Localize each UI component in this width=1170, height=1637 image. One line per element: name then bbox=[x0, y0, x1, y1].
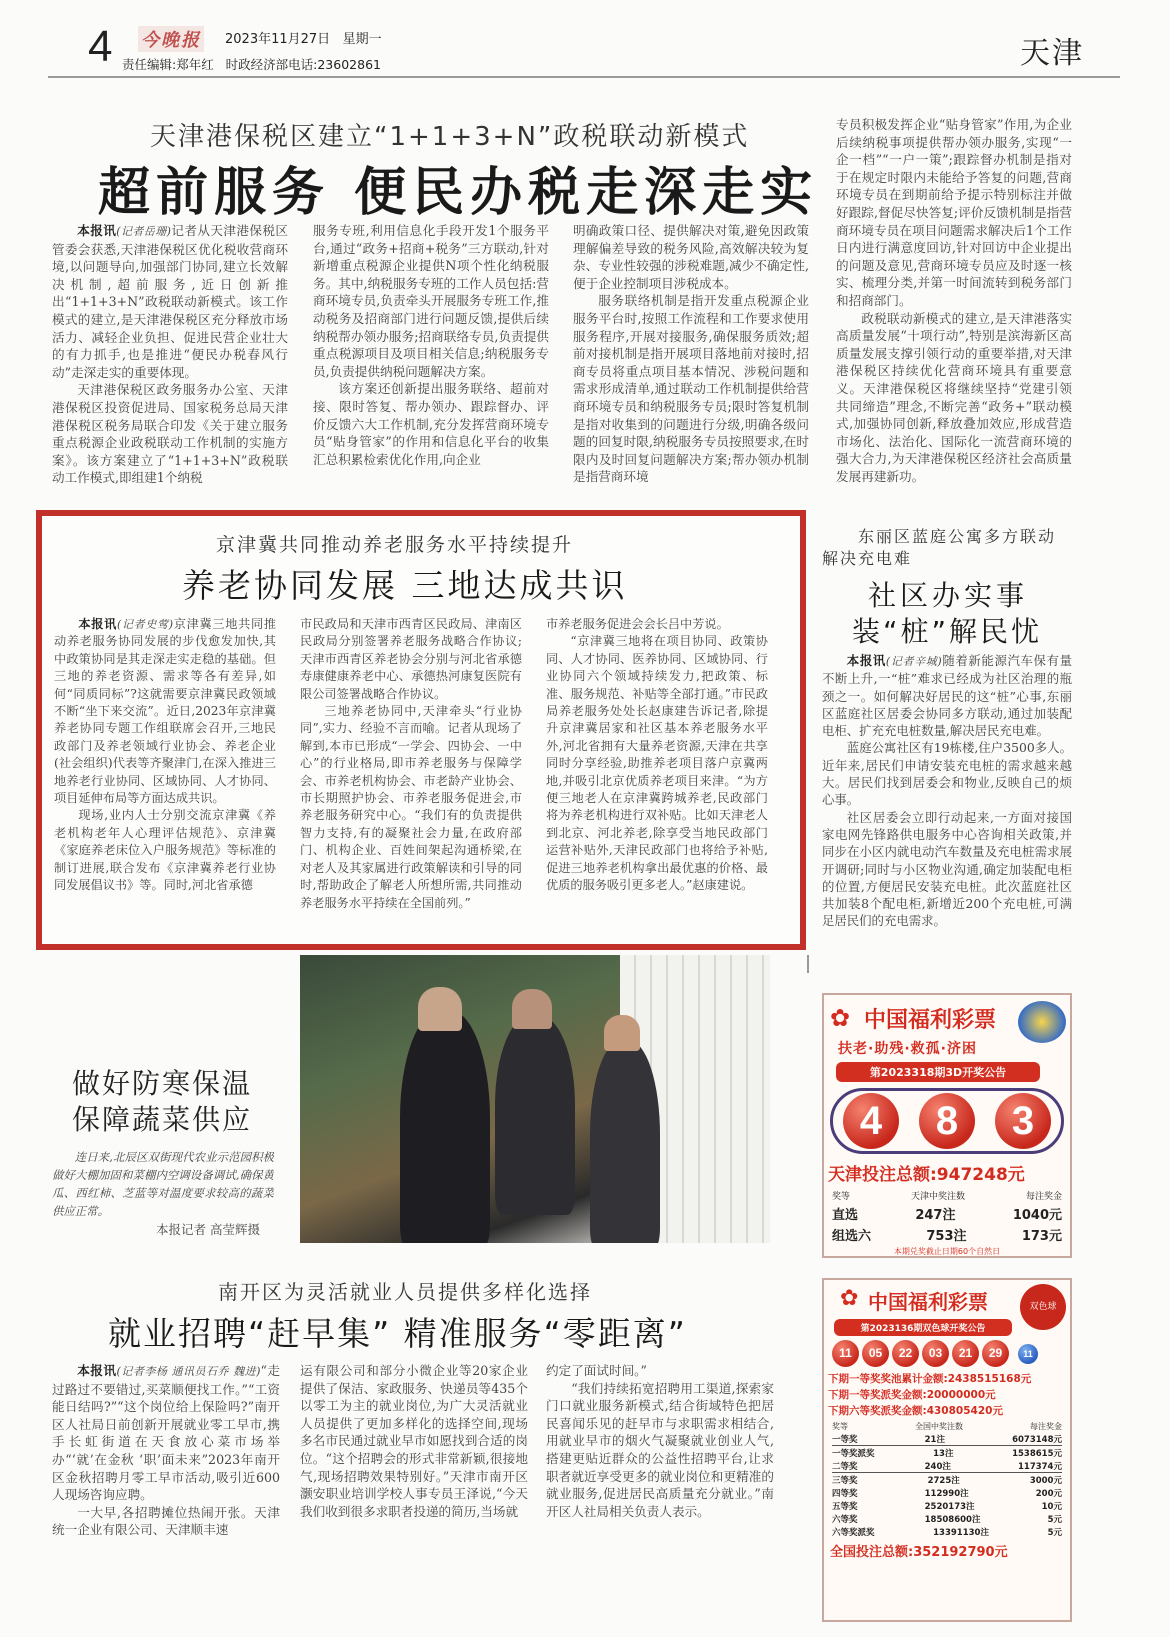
article1-para: 天津港保税区政务服务办公室、天津港保税区投资促进局、国家税务总局天津港保税区税务局联合印发《关于建立服务重点税源企业政税联动工作机制的实施方案》。该方案建立了“1+1+3+N”政税联动工作模式,即组建1个纳税 bbox=[52, 382, 288, 486]
column-divider bbox=[807, 955, 809, 973]
photo-credit: 本报记者 高莹辉摄 bbox=[156, 1222, 260, 1237]
table-cell: 13注 bbox=[933, 1449, 954, 1459]
photo-story-headline-line: 做好防寒保温 bbox=[72, 1067, 253, 1100]
table-cell: 6073148元 bbox=[1012, 1435, 1062, 1445]
section-name: 天津 bbox=[1020, 36, 1084, 71]
table-header-cell: 天津中奖注数 bbox=[910, 1192, 965, 1202]
article3-para: 随着新能源汽车保有量不断上升,一“桩”难求已经成为社区治理的瓶颈之一。如何解决好居民的这“桩”心事,东丽区蓝庭社区居委会协同多方联动,通过加装配电柜、扩充充电桩数量,解决居民充电难。 bbox=[822, 653, 1072, 739]
lottery-table-row bbox=[832, 1433, 1062, 1446]
lottery-table-row bbox=[832, 1513, 1062, 1525]
article3-headline-2: 装“桩”解民忧 bbox=[852, 615, 1043, 648]
table-header-cell: 每注奖金 bbox=[1030, 1422, 1062, 1431]
table-cell: 六等奖 bbox=[832, 1515, 858, 1525]
article3-kicker: 东丽区蓝庭公寓多方联动 bbox=[858, 527, 1057, 546]
table-cell: 六等奖派奖 bbox=[832, 1528, 875, 1538]
photo-caption bbox=[52, 1148, 274, 1218]
article3-headline: 社区办实事 bbox=[868, 579, 1029, 612]
article2-headline: 养老协同发展 三地达成共识 bbox=[182, 566, 628, 605]
article4-lead: 本报讯 bbox=[77, 1363, 117, 1378]
lottery-table-row bbox=[832, 1204, 1062, 1223]
lottery-table-row bbox=[832, 1526, 1062, 1538]
table-cell: 247注 bbox=[915, 1208, 956, 1223]
article4-para: “我们持续拓宽招聘用工渠道,探索家门口就业服务新模式,结合街域特色把居民喜闻乐见的赶早市与求职需求相结合,用就业早市的烟火气凝聚就业创业人气,搭建更贴近群众的公益性招聘平台,让求职者就近享受更多的就业岗位和更精准的就业服务,促进居民高质量充分就业。”南开区人社局相关负责人表示。 bbox=[546, 1380, 774, 1519]
photo-person-head bbox=[512, 989, 552, 1029]
lottery-logo-icon: ✿ bbox=[840, 1286, 859, 1311]
article3-para: 社区居委会立即行动起来,一方面对接国家电网先锋路供电服务中心咨询相关政策,并同步在小区内就电动汽车数量及充电桩需求展开调研;同时与小区物业沟通,确定加装配电柜的位置,方便居民安装充电桩。此次蓝庭社区共加装8个配电柜,新增近200个充电桩,可满足居民们的充电需求。 bbox=[822, 809, 1072, 929]
editor-line bbox=[122, 55, 381, 73]
lottery-table-row bbox=[832, 1225, 1062, 1244]
photo-story-headline-line: 保障蔬菜供应 bbox=[72, 1103, 253, 1136]
table-cell: 112990注 bbox=[924, 1489, 969, 1499]
lottery-ball: 8 bbox=[919, 1093, 975, 1149]
article2-para: 市养老服务促进会会长吕中芳说。 bbox=[546, 617, 729, 631]
article2-para: 京津冀三地共同推动养老服务协同发展的步伐愈发加快,其中政策协同是其走深走实走稳的基础。但三地的养老资源、需求等各有差异,如何“同质同标”?这就需要京津冀民政领域不断“坐下来交流”。近日,2023年京津冀养老协同专题工作组联席会召开,三地民政部门及养老领域行业协会、养老企业(社会组织)代表等齐聚津门,在深入推进三地养老行业协同、区域协同、人才协同、项目延伸布局等方面达成共识。 bbox=[54, 617, 276, 806]
table-cell: 753注 bbox=[926, 1229, 967, 1244]
table-cell: 2520173注 bbox=[924, 1502, 975, 1512]
red-ball: 29 bbox=[982, 1340, 1009, 1367]
article1-lead: 本报讯 bbox=[77, 223, 117, 238]
lottery-table-row bbox=[832, 1500, 1062, 1512]
article3-kicker-2: 解决充电难 bbox=[822, 549, 913, 568]
photo-person bbox=[400, 1010, 490, 1243]
article4-column-2 bbox=[300, 1362, 528, 1594]
article2-lead: 本报讯 bbox=[78, 617, 118, 631]
lottery-badge: 双色球 bbox=[1020, 1284, 1066, 1330]
article4-byline: (记者李杨 通讯员石乔 魏进) bbox=[116, 1365, 261, 1378]
table-cell: 10元 bbox=[1041, 1502, 1062, 1512]
table-cell: 5元 bbox=[1047, 1528, 1062, 1538]
table-cell: 1040元 bbox=[1012, 1208, 1062, 1223]
photo-caption-text: 连日来,北辰区双街现代农业示范园积极做好大棚加固和菜棚内空调设备调试,确保黄瓜、西红柿、芝蓝等对温度要求较高的蔬菜供应正常。 bbox=[52, 1150, 274, 1218]
table-cell: 三等奖 bbox=[832, 1476, 858, 1486]
table-header-cell: 奖等 bbox=[832, 1422, 848, 1431]
article1-column-1 bbox=[52, 222, 288, 494]
red-ball: 21 bbox=[952, 1340, 979, 1367]
issue-weekday: 星期一 bbox=[342, 32, 382, 47]
newspaper-logo: 今晚报 bbox=[138, 26, 204, 52]
lottery-footer: 本期兑奖截止日期60个自然日 bbox=[893, 1247, 1001, 1256]
table-cell: 240注 bbox=[924, 1462, 951, 1472]
table-cell: 直选 bbox=[832, 1208, 859, 1223]
table-cell: 18508600注 bbox=[924, 1515, 981, 1525]
lottery-table-row bbox=[832, 1460, 1062, 1473]
article3-byline: (记者辛城) bbox=[885, 655, 942, 668]
article2-kicker: 京津冀共同推动养老服务水平持续提升 bbox=[216, 534, 574, 556]
article4-para: 运有限公司和部分小微企业等20家企业提供了保洁、家政服务、快递员等435个以零工为主的就业岗位,为广大灵活就业人员提供了更加多样化的选择空间,现场多名市民通过就业早市如愿找到合适的岗位。“这个招聘会的形式非常新颖,很接地气,现场招聘效果特别好。”天津市南开区灏安职业培训学校人事专员王泽说,“今天我们收到很多求职者投递的简历,当场就 bbox=[300, 1363, 528, 1519]
masthead-divider bbox=[48, 76, 1120, 78]
lottery-brand: 中国福利彩票 bbox=[868, 1290, 988, 1314]
article3-para: 蓝庭公寓社区有19栋楼,住户3500多人。近年来,居民们申请安装充电桩的需求越来越大。居民们找到居委会和物业,反映自己的烦心事。 bbox=[822, 740, 1072, 808]
photo-story-headline bbox=[72, 1066, 252, 1138]
lottery-brand: 中国福利彩票 bbox=[864, 1008, 997, 1033]
department-phone: 时政经济部电话:23602861 bbox=[225, 57, 381, 72]
article1-para: 政税联动新模式的建立,是天津港落实高质量发展“十项行动”,特别是滨海新区高质量发展支撑引领行动的重要举措,对天津港保税区持续优化营商环境具有重要意义。天津港保税区将继续坚持“党建引领 共同缔造”理念,不断完善“政务+”联动模式,加强协同创新,释放叠加效应,形成营造市场化、法治化、国际化一流营商环境的强大合力,为天津港保税区经济社会高质量发展再建新功。 bbox=[836, 310, 1072, 484]
table-cell: 一等奖派奖 bbox=[832, 1449, 875, 1459]
table-header-cell: 全国中奖注数 bbox=[915, 1422, 963, 1431]
article2-column-1 bbox=[54, 616, 276, 938]
red-ball: 03 bbox=[922, 1340, 949, 1367]
dateline bbox=[225, 28, 382, 47]
article2-byline: (记者史莺) bbox=[117, 618, 174, 631]
lottery-ball-row bbox=[832, 1340, 1070, 1367]
article1-kicker: 天津港保税区建立“1+1+3+N”政税联动新模式 bbox=[150, 122, 750, 152]
table-cell: 2725注 bbox=[927, 1476, 960, 1486]
photo-person-head bbox=[418, 987, 462, 1031]
table-cell: 3000元 bbox=[1029, 1476, 1062, 1486]
lottery-jackpot-line: 下期六等奖派奖金额:430805420元 bbox=[828, 1405, 1003, 1417]
blue-ball: 11 bbox=[1018, 1344, 1038, 1364]
photo-person bbox=[590, 1040, 660, 1243]
table-cell: 173元 bbox=[1021, 1229, 1062, 1244]
table-cell: 200元 bbox=[1035, 1489, 1062, 1499]
article2-para: 市民政局和天津市西青区民政局、津南区民政局分别签署养老服务战略合作协议;天津市西青区养老协会分别与河北省承德寿康健康养老中心、承德热河康复医院有限公司签署战略合作协议。 bbox=[300, 617, 522, 701]
lottery-table-header bbox=[832, 1189, 1062, 1202]
photo-person-head bbox=[604, 1015, 640, 1051]
article2-column-2 bbox=[300, 616, 522, 938]
lottery-ball: 4 bbox=[843, 1093, 899, 1149]
article2-para: “京津冀三地将在项目协同、政策协同、人才协同、医养协同、区域协同、行业协同六个领域持续发力,把政策、标准、服务规范、补贴等全部打通。”市民政局养老服务处处长赵康建告诉记者,除提升京津冀居家和社区基本养老服务水平外,河北省拥有大量养老资源,天津在共享同时分享经验,助推养老项目落户京冀两地,并吸引北京优质养老项目来津。“为方便三地老人在京津冀跨城养老,民政部门将为养老机构进行双补贴。比如天津老人到北京、河北养老,除享受当地民政部门运营补贴外,天津民政部门也将给予补贴,促进三地养老机构拿出最优惠的价格、最优质的服务吸引更多老人。”赵康建说。 bbox=[546, 634, 768, 893]
article2-para: 现场,业内人士分别交流京津冀《养老机构老年人心理评估规范》、京津冀《家庭养老床位入户服务规范》等标准的制订进展,联合发布《京津冀养老行业协同发展倡议书》等。同时,河北省承德 bbox=[54, 808, 276, 893]
mascot-icon bbox=[1018, 1001, 1066, 1043]
lottery-3d-ad bbox=[822, 993, 1072, 1258]
lottery-table-header bbox=[832, 1421, 1062, 1432]
table-cell: 二等奖 bbox=[832, 1462, 858, 1472]
table-cell: 组选六 bbox=[832, 1229, 872, 1244]
article1-byline: (记者岳珊) bbox=[116, 225, 171, 238]
editor-name: 责任编辑:郑年红 bbox=[122, 57, 214, 72]
table-cell: 5元 bbox=[1047, 1515, 1062, 1525]
issue-date: 2023年11月27日 bbox=[225, 32, 331, 47]
lottery-jackpot-line: 下期一等奖派奖金额:20000000元 bbox=[828, 1389, 996, 1401]
article4-headline: 就业招聘“赶早集” 精准服务“零距离” bbox=[108, 1314, 687, 1353]
page-number: 4 bbox=[88, 22, 113, 71]
article4-para: “走过路过不要错过,买菜顺便找工作。”“工资能日结吗?”“这个岗位给上保险吗?”南开区人社局日前创新开展就业零工早市,携手长虹街道在天食放心菜市场举办“‘就’在金秋 ‘职’面未来”2023年南开区金秋招聘月零工早市活动,吸引近600人现场咨询应聘。 bbox=[52, 1363, 280, 1503]
lottery-issue-bar: 第2023136期双色球开奖公告 bbox=[834, 1319, 1012, 1336]
red-ball: 22 bbox=[892, 1340, 919, 1367]
lottery-number-panel bbox=[830, 1088, 1064, 1154]
lottery-table-row bbox=[832, 1474, 1062, 1486]
red-ball: 11 bbox=[832, 1340, 859, 1367]
lottery-total-sales: 天津投注总额:947248元 bbox=[828, 1165, 1025, 1185]
article4-kicker: 南开区为灵活就业人员提供多样化选择 bbox=[218, 1280, 592, 1304]
greenhouse-photo bbox=[300, 955, 770, 1243]
lottery-slogan: 扶老·助残·救孤·济困 bbox=[838, 1041, 977, 1057]
table-cell: 13391130注 bbox=[933, 1528, 989, 1538]
lottery-ssq-ad bbox=[822, 1278, 1072, 1622]
article4-para: 一大早,各招聘摊位热闹开张。天津统一企业有限公司、天津顺丰速 bbox=[52, 1504, 280, 1538]
table-header-cell: 每注奖金 bbox=[1025, 1192, 1062, 1202]
table-cell: 117374元 bbox=[1017, 1462, 1062, 1472]
lottery-logo-icon: ✿ bbox=[830, 1004, 851, 1032]
article4-para: 约定了面试时间。” bbox=[546, 1363, 647, 1378]
article1-column-3 bbox=[573, 222, 809, 494]
table-header-cell: 奖等 bbox=[832, 1192, 851, 1202]
article4-column-3 bbox=[546, 1362, 774, 1594]
lottery-table-row bbox=[832, 1447, 1062, 1459]
article1-para: 专员积极发挥企业“贴身管家”作用,为企业后续纳税事项提供帮办领办服务,实现“一企一档”“一户一策”;跟踪督办机制是指对于在规定时限内未能给予答复的问题,营商环境专员在到期前给予提示特别标注并做好跟踪,督促尽快答复;评价反馈机制是指营商环境专员在项目问题需求解决后1个工作日内进行满意度回访,针对回访中企业提出的问题及意见,营商环境专员应及时逐一核实、梳理分类,并第一时间流转到税务部门和招商部门。 bbox=[836, 117, 1072, 308]
article1-para: 记者从天津港保税区管委会获悉,天津港保税区优化税收营商环境,以问题导向,加强部门协同,建立长效解决机制,超前服务,近日创新推出“1+1+3+N”政税联动新模式。该工作模式的建立,是天津港保税区充分释放市场活力、减轻企业负担、促进民营企业壮大的有力抓手,也是推进“便民办税春风行动”走深走实的重要体现。 bbox=[52, 223, 288, 380]
article2-column-3 bbox=[546, 616, 768, 938]
table-cell: 四等奖 bbox=[832, 1489, 858, 1499]
red-ball: 05 bbox=[862, 1340, 889, 1367]
lottery-issue-bar: 第2023318期3D开奖公告 bbox=[836, 1062, 1040, 1082]
article1-column-2 bbox=[313, 222, 549, 494]
article1-para: 明确政策口径、提供解决对策,避免因政策理解偏差导致的税务风险,高效解决较为复杂、专业性较强的涉税难题,减少不确定性,便于企业控制项目涉税成本。 bbox=[573, 223, 809, 291]
table-cell: 21注 bbox=[924, 1435, 945, 1445]
lottery-ball: 3 bbox=[995, 1093, 1051, 1149]
table-cell: 五等奖 bbox=[832, 1502, 858, 1512]
table-cell: 一等奖 bbox=[832, 1435, 858, 1445]
article1-para: 服务联络机制是指开发重点税源企业服务平台时,按照工作流程和工作要求使用服务程序,开展对接服务,确保服务质效;超前对接机制是指开展项目落地前对接时,招商专员将重点项目基本情况、涉税问题和需求形成清单,通过联动工作机制提供给营商环境专员和纳税服务专员;限时答复机制是指对收集到的问题进行分级,明确各级问题的回复时限,纳税服务专员按照要求,在时限内及时回复问题解决方案;帮办领办机制是指营商环境 bbox=[573, 293, 809, 485]
article1-headline: 超前服务 便民办税走深走实 bbox=[98, 163, 819, 223]
article3-body bbox=[822, 652, 1072, 972]
article4-column-1 bbox=[52, 1362, 280, 1594]
article3-lead: 本报讯 bbox=[846, 653, 886, 668]
lottery-footer: 全国投注总额:352192790元 bbox=[830, 1545, 1008, 1560]
table-cell: 1538615元 bbox=[1012, 1449, 1062, 1459]
article2-para: 三地养老协同中,天津牵头“行业协同”,实力、经验不言而喻。记者从现场了解到,本市已形成“一学会、四协会、一中心”的行业格局,即市养老服务与保障学会、市养老机构协会、市老龄产业协会、市长期照护协会、市养老服务促进会,市养老服务研究中心。“我们有的负责提供智力支持,有的凝聚社会力量,在政府部门、机构企业、百姓间架起沟通桥梁,在对老人及其家属进行政策解读和引导的同时,帮助政企了解老人所想所需,共同推动养老服务水平持续在全国前列。” bbox=[300, 704, 522, 910]
article1-column-4 bbox=[836, 116, 1072, 494]
photo-person bbox=[495, 1015, 575, 1215]
article1-para: 服务专班,利用信息化手段开发1个服务平台,通过“政务+招商+税务”三方联动,针对新增重点税源企业提供N项个性化纳税服务。其中,纳税服务专班的工作人员包括:营商环境专员,负责牵头开展服务专班工作,推动税务及招商部门进行问题反馈,提供后续纳税帮办领办服务;招商联络专员,负责提供重点税源项目及项目相关信息;纳税服务专员,负责提供纳税问题解决方案。 bbox=[313, 223, 549, 379]
lottery-jackpot-line: 下期一等奖奖池累计金额:2438515168元 bbox=[828, 1373, 1032, 1385]
article1-para: 该方案还创新提出服务联络、超前对接、限时答复、帮办领办、跟踪督办、评价反馈六大工作机制,充分发挥营商环境专员“贴身管家”的作用和信息化平台的收集汇总积累检索优化作用,向企业 bbox=[313, 381, 549, 467]
lottery-table-row bbox=[832, 1487, 1062, 1499]
